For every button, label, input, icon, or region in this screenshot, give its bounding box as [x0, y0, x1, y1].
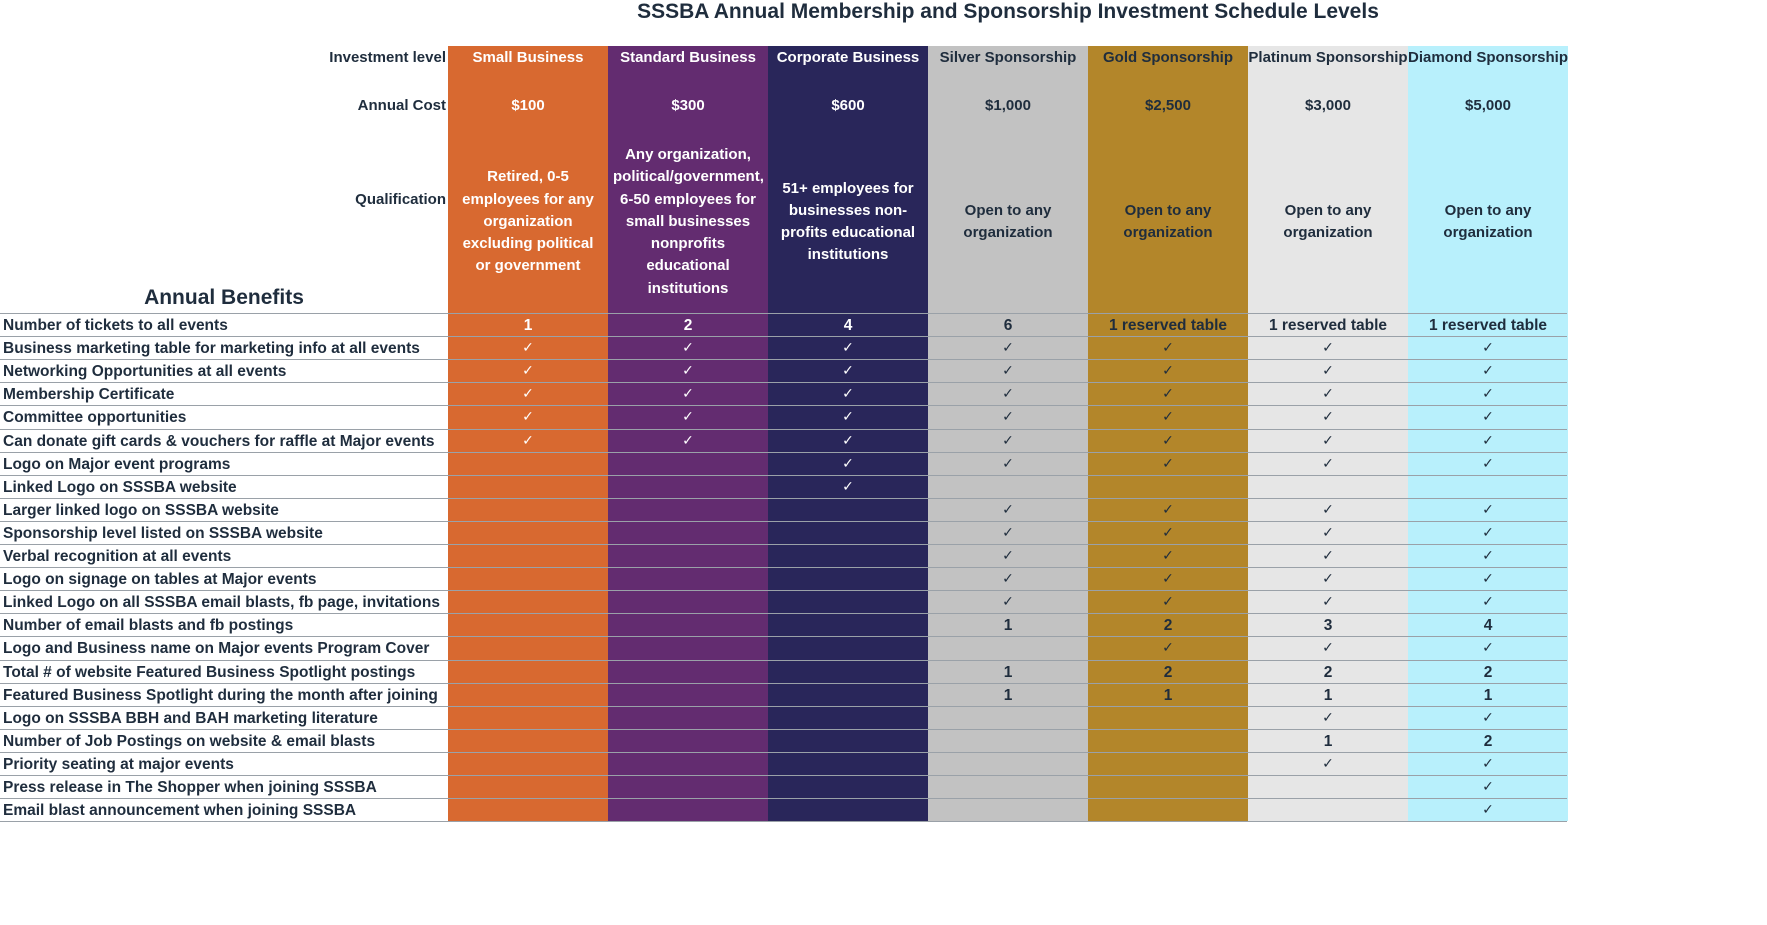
check-icon: ✓ [522, 409, 534, 426]
investment-level-label: Investment level [329, 49, 446, 66]
check-icon: ✓ [842, 386, 854, 403]
benefit-label: Logo and Business name on Major events Program Cover [3, 640, 430, 658]
tier-name: Diamond Sponsorship [1408, 49, 1569, 66]
check-icon: ✓ [1482, 363, 1494, 380]
benefit-label: Number of tickets to all events [3, 317, 228, 334]
check-icon: ✓ [522, 432, 534, 449]
benefit-label: Verbal recognition at all events [3, 548, 232, 565]
check-icon: ✓ [1482, 501, 1494, 518]
check-icon: ✓ [1482, 640, 1494, 657]
check-icon: ✓ [1002, 548, 1014, 564]
benefit-value: 1 [1483, 686, 1493, 704]
benefit-label: Email blast announcement when joining SSSBA [3, 802, 357, 820]
tier-qualification: Open to any organization [1123, 201, 1213, 241]
tier-cost: $600 [831, 97, 865, 114]
check-icon: ✓ [682, 409, 694, 426]
benefit-value: 2 [1163, 663, 1173, 681]
benefit-value: 2 [1323, 663, 1333, 681]
check-icon: ✓ [842, 455, 854, 472]
check-icon: ✓ [1002, 432, 1014, 449]
benefit-value: 1 [1003, 663, 1013, 681]
tier-name: Corporate Business [776, 49, 920, 66]
check-icon: ✓ [1322, 594, 1334, 611]
check-icon: ✓ [842, 340, 854, 357]
check-icon: ✓ [1322, 455, 1334, 472]
benefit-label: Press release in The Shopper when joining SSSBA [3, 779, 377, 796]
benefit-label: Priority seating at major events [3, 755, 234, 773]
benefit-label: Logo on signage on tables at Major events [3, 571, 317, 589]
check-icon: ✓ [1002, 571, 1014, 588]
benefit-label: Can donate gift cards & vouchers for raffle at Major events [3, 432, 435, 450]
check-icon: ✓ [1482, 455, 1494, 472]
benefit-value: 1 reserved table [1108, 317, 1228, 334]
check-icon: ✓ [682, 432, 694, 449]
check-icon: ✓ [1482, 709, 1494, 726]
check-icon: ✓ [1482, 524, 1494, 541]
tier-cost: $100 [511, 97, 545, 114]
benefit-value: 1 reserved table [1428, 317, 1548, 334]
check-icon: ✓ [1482, 571, 1494, 588]
check-icon: ✓ [1482, 594, 1494, 611]
check-icon: ✓ [682, 363, 694, 380]
benefit-label: Number of email blasts and fb postings [3, 617, 294, 635]
check-icon: ✓ [1002, 386, 1014, 403]
tier-qualification: Retired, 0-5 employees for any organization excluding political or government [462, 168, 594, 275]
check-icon: ✓ [842, 432, 854, 449]
check-icon: ✓ [1322, 432, 1334, 449]
benefit-label: Larger linked logo on SSSBA website [3, 501, 279, 519]
benefit-value: 1 [1323, 686, 1333, 704]
check-icon: ✓ [1322, 363, 1334, 380]
check-icon: ✓ [1162, 455, 1174, 472]
check-icon: ✓ [1162, 524, 1174, 541]
benefit-label: Committee opportunities [3, 409, 187, 427]
qualification-label: Qualification [355, 191, 446, 208]
benefit-label: Networking Opportunities at all events [3, 363, 287, 381]
benefit-value: 1 [523, 317, 533, 334]
benefit-value: 1 [1163, 686, 1173, 704]
check-icon: ✓ [1482, 409, 1494, 426]
tier-qualification: Open to any organization [963, 201, 1053, 241]
check-icon: ✓ [522, 386, 534, 403]
check-icon: ✓ [1162, 409, 1174, 426]
tier-cost: $2,500 [1145, 97, 1191, 114]
check-icon: ✓ [1322, 340, 1334, 357]
benefit-value: 2 [683, 317, 693, 334]
benefit-value: 4 [1483, 617, 1493, 635]
check-icon: ✓ [1322, 571, 1334, 588]
benefit-label: Number of Job Postings on website & email blasts [3, 732, 376, 750]
benefit-value: 1 [1003, 686, 1013, 704]
row-divider [0, 821, 1567, 822]
check-icon: ✓ [1162, 548, 1174, 564]
check-icon: ✓ [1162, 571, 1174, 588]
check-icon: ✓ [1482, 432, 1494, 449]
check-icon: ✓ [1002, 501, 1014, 518]
check-icon: ✓ [1002, 455, 1014, 472]
benefit-label: Logo on SSSBA BBH and BAH marketing literature [3, 709, 378, 727]
check-icon: ✓ [1162, 501, 1174, 518]
benefit-value: 1 [1003, 617, 1013, 635]
check-icon: ✓ [1322, 386, 1334, 403]
check-icon: ✓ [1322, 501, 1334, 518]
check-icon: ✓ [1002, 409, 1014, 426]
benefit-value: 4 [843, 317, 853, 334]
check-icon: ✓ [1322, 755, 1334, 772]
tier-qualification: Open to any organization [1283, 201, 1373, 241]
tier-cost: $3,000 [1305, 97, 1351, 114]
benefit-label: Total # of website Featured Business Spotlight postings [3, 663, 416, 681]
check-icon: ✓ [842, 478, 854, 495]
benefit-label: Featured Business Spotlight during the month after joining [3, 686, 438, 704]
check-icon: ✓ [842, 409, 854, 426]
tier-qualification: Any organization, political/government, 6-50 employees for small businesses nonprofits educational institutions [613, 146, 764, 297]
check-icon: ✓ [1002, 340, 1014, 357]
benefit-value: 1 reserved table [1268, 317, 1388, 334]
benefit-value: 2 [1483, 663, 1493, 681]
tier-name: Gold Sponsorship [1103, 49, 1233, 66]
check-icon: ✓ [682, 386, 694, 403]
benefit-value: 6 [1003, 317, 1013, 334]
benefit-label: Linked Logo on SSSBA website [3, 478, 237, 496]
check-icon: ✓ [1482, 755, 1494, 772]
check-icon: ✓ [1002, 524, 1014, 541]
benefit-label: Logo on Major event programs [3, 455, 231, 473]
tier-qualification: 51+ employees for businesses non-profits educational institutions [780, 179, 916, 264]
benefit-label: Sponsorship level listed on SSSBA website [3, 524, 323, 542]
check-icon: ✓ [1322, 709, 1334, 726]
check-icon: ✓ [1322, 524, 1334, 541]
tier-name: Small Business [472, 49, 584, 66]
check-icon: ✓ [1162, 340, 1174, 357]
check-icon: ✓ [1482, 802, 1494, 819]
check-icon: ✓ [1482, 779, 1494, 795]
annual-benefits-heading: Annual Benefits [144, 286, 304, 309]
check-icon: ✓ [1162, 432, 1174, 449]
annual-cost-label: Annual Cost [357, 97, 446, 114]
check-icon: ✓ [1482, 548, 1494, 564]
check-icon: ✓ [1482, 340, 1494, 357]
check-icon: ✓ [522, 363, 534, 380]
benefit-label: Membership Certificate [3, 386, 175, 404]
tier-qualification: Open to any organization [1443, 201, 1533, 241]
check-icon: ✓ [1002, 594, 1014, 611]
check-icon: ✓ [1322, 640, 1334, 657]
check-icon: ✓ [1162, 640, 1174, 657]
check-icon: ✓ [1322, 409, 1334, 426]
benefit-label: Linked Logo on all SSSBA email blasts, fb page, invitations [3, 594, 440, 612]
check-icon: ✓ [1162, 594, 1174, 611]
tier-name: Standard Business [620, 49, 756, 66]
tier-cost: $300 [671, 97, 705, 114]
benefit-label: Business marketing table for marketing info at all events [3, 340, 420, 358]
check-icon: ✓ [1002, 363, 1014, 380]
check-icon: ✓ [842, 363, 854, 380]
page-title: SSSBA Annual Membership and Sponsorship Investment Schedule Levels [637, 0, 1379, 23]
benefit-value: 2 [1163, 617, 1173, 635]
benefit-value: 2 [1483, 732, 1493, 750]
tier-cost: $1,000 [985, 97, 1031, 114]
tier-cost: $5,000 [1465, 97, 1511, 114]
tier-name: Platinum Sponsorship [1248, 49, 1408, 66]
benefit-value: 3 [1323, 617, 1333, 635]
check-icon: ✓ [1322, 548, 1334, 564]
check-icon: ✓ [1162, 386, 1174, 403]
benefit-value: 1 [1323, 732, 1333, 750]
check-icon: ✓ [1162, 363, 1174, 380]
tier-name: Silver Sponsorship [939, 49, 1077, 66]
check-icon: ✓ [682, 340, 694, 357]
check-icon: ✓ [522, 340, 534, 357]
check-icon: ✓ [1482, 386, 1494, 403]
